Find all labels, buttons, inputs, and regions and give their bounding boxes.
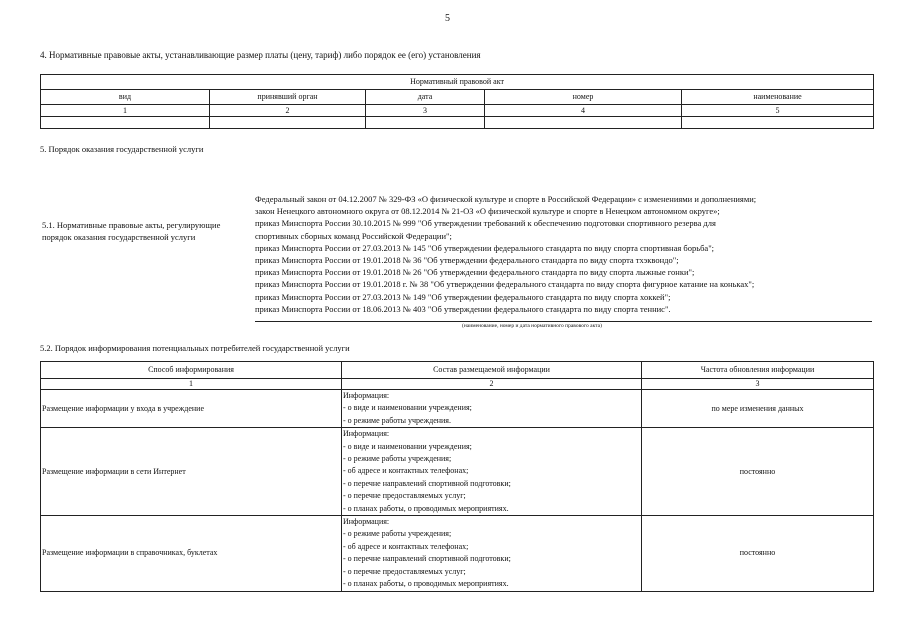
method-cell: Размещение информации в справочниках, буклетах — [41, 516, 342, 591]
content-cell — [342, 516, 642, 591]
act-line: приказ Минспорта России от 18.06.2013 № 403 "Об утверждении федерального стандарта по виду спорта теннис". — [255, 303, 671, 314]
content-line: - о режиме работы учреждения; — [343, 529, 452, 539]
table-row — [41, 390, 874, 428]
fee-acts-table — [40, 74, 874, 129]
column-number: 1 — [41, 105, 210, 117]
act-line: приказ Минспорта России от 27.03.2013 № 145 "Об утверждении федерального стандарта по виду спорта спортивная борьба"; — [255, 242, 715, 253]
column-header: наименование — [682, 90, 874, 105]
act-line: закон Ненецкого автономного округа от 08.12.2014 № 21-ОЗ «О физической культуре и спорте в Ненецком автономном округе»; — [255, 206, 720, 217]
content-line: Информация: — [343, 391, 390, 400]
content-line: Информация: — [343, 429, 390, 439]
frequency-cell: постоянно — [642, 428, 874, 516]
section-5-2-heading: 5.2. Порядок информирования потенциальных потребителей государственной услуги — [40, 343, 350, 353]
section-4-heading: 4. Нормативные правовые акты, устанавливающие размер платы (цену, тариф) либо порядок ее (его) установления — [40, 50, 481, 60]
content-line: Информация: — [343, 517, 390, 527]
table-group-header: Нормативный правовой акт — [41, 75, 874, 90]
section-5-heading: 5. Порядок оказания государственной услуги — [40, 144, 204, 154]
page-number: 5 — [445, 13, 450, 24]
acts-caption: (наименование, номер и дата нормативного правового акта) — [462, 323, 602, 329]
act-line: приказ Минспорта России от 27.03.2013 № 149 "Об утверждении федерального стандарта по виду спорта хоккей"; — [255, 291, 671, 302]
frequency-cell: по мере изменения данных — [642, 390, 874, 428]
column-number: 3 — [642, 379, 874, 390]
method-cell: Размещение информации в сети Интернет — [41, 428, 342, 516]
table-row — [41, 516, 874, 591]
act-line: приказ Минспорта России от 19.01.2018 № 36 "Об утверждении федерального стандарта по виду спорта тхэквондо"; — [255, 255, 679, 266]
content-line: - о виде и наименовании учреждения; — [343, 441, 472, 451]
act-line: приказ Минспорта России от 19.01.2018 № 26 "Об утверждении федерального стандарта по виду спорта лыжные гонки"; — [255, 267, 695, 278]
acts-underline — [255, 321, 872, 322]
column-header: номер — [485, 90, 682, 105]
column-header: Способ информирования — [41, 362, 342, 379]
column-header: вид — [41, 90, 210, 105]
act-line: Федеральный закон от 04.12.2007 № 329-ФЗ «О физической культуре и спорте в Российской Федерации» с изменениями и дополнениями; — [255, 194, 757, 204]
information-table — [40, 361, 874, 592]
frequency-cell: постоянно — [642, 516, 874, 591]
content-line: - об адресе и контактных телефонах; — [343, 541, 469, 551]
content-line: - о планах работы, о проводимых мероприятиях. — [343, 579, 509, 589]
table-row — [41, 428, 874, 516]
column-header: Состав размещаемой информации — [342, 362, 642, 379]
column-number: 1 — [41, 379, 342, 390]
empty-row — [41, 117, 874, 129]
section-5-1-label: 5.1. Нормативные правовые акты, регулирующие порядок оказания государственной услуги — [42, 220, 221, 242]
column-header: принявший орган — [210, 90, 366, 105]
content-line: - о режиме работы учреждения. — [343, 415, 451, 425]
column-number: 2 — [210, 105, 366, 117]
column-header: Частота обновления информации — [642, 362, 874, 379]
content-cell — [342, 428, 642, 516]
content-line: - о перечне направлений спортивной подготовки; — [343, 554, 511, 564]
column-number: 4 — [485, 105, 682, 117]
column-number: 2 — [342, 379, 642, 390]
content-line: - о перечне направлений спортивной подготовки; — [343, 478, 511, 488]
content-line: - о планах работы, о проводимых мероприятиях. — [343, 503, 509, 513]
regulatory-acts-list — [255, 193, 756, 315]
act-line: спортивных сборных команд Российской Федерации"; — [255, 230, 452, 241]
column-number: 5 — [682, 105, 874, 117]
act-line: приказ Минспорта России от 19.01.2018 г. № 38 "Об утверждении федерального стандарта по виду спорта фигурное катание на коньках"; — [255, 279, 755, 290]
method-cell: Размещение информации у входа в учреждение — [41, 390, 342, 428]
column-header: дата — [366, 90, 485, 105]
content-line: - об адресе и контактных телефонах; — [343, 466, 469, 476]
act-line: приказ Минспорта России 30.10.2015 № 999 "Об утверждении требований к обеспечению подготовки спортивного резерва для — [255, 218, 716, 229]
content-line: - о режиме работы учреждения; — [343, 454, 452, 464]
content-line: - о перечне предоставляемых услуг; — [343, 566, 466, 576]
column-number: 3 — [366, 105, 485, 117]
content-line: - о виде и наименовании учреждения; — [343, 403, 472, 413]
content-line: - о перечне предоставляемых услуг; — [343, 491, 466, 501]
content-cell — [342, 390, 642, 428]
